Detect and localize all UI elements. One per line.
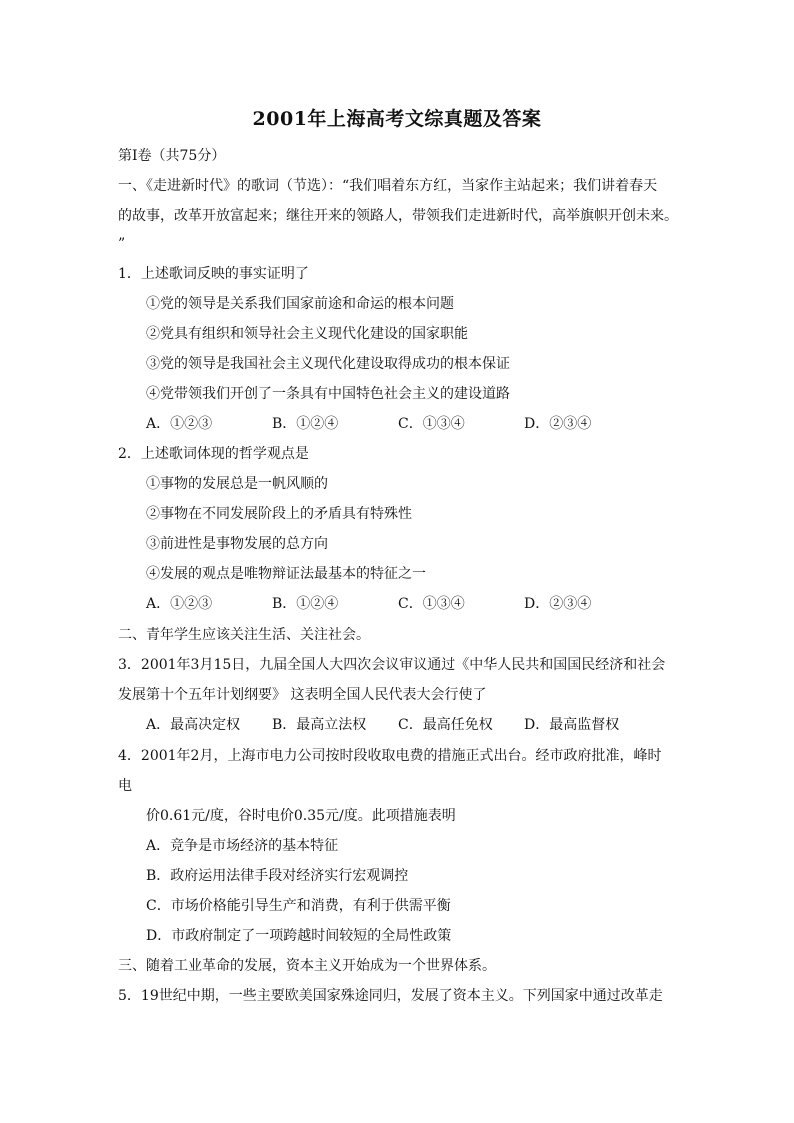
intro-line-3: ”: [118, 236, 126, 252]
q1-item-1: ①党的领导是关系我们国家前途和命运的根本问题: [146, 296, 454, 312]
q2-option-d: D．②③④: [524, 596, 592, 612]
q1-option-c: C．①③④: [398, 416, 465, 432]
q3-line-2: 发展第十个五年计划纲要》 这表明全国人民代表大会行使了: [118, 687, 487, 703]
q2-option-b: B．①②④: [272, 596, 339, 612]
section-header: 第Ⅰ卷（共75分）: [118, 148, 226, 164]
intro-line-2: 的故事，改革开放富起来；继往开来的领路人，带领我们走进新时代，高举旗帜开创未来。: [118, 208, 678, 224]
q3-option-d: D．最高监督权: [524, 717, 620, 733]
q3-option-c: C．最高任免权: [398, 717, 493, 733]
q3-line-1: 3．2001年3月15日，九届全国人大四次会议审议通过《中华人民共和国国民经济和社会: [118, 657, 666, 673]
q5-line-1: 5．19世纪中期，一些主要欧美国家殊途同归，发展了资本主义。下列国家中通过改革走: [118, 988, 663, 1004]
section-3-heading: 三、随着工业革命的发展，资本主义开始成为一个世界体系。: [118, 958, 496, 974]
q1-item-4: ④党带领我们开创了一条具有中国特色社会主义的建设道路: [146, 386, 510, 402]
q1-stem: 1．上述歌词反映的事实证明了: [118, 266, 309, 282]
q2-item-4: ④发展的观点是唯物辩证法最基本的特征之一: [146, 566, 426, 582]
q2-item-1: ①事物的发展总是一帆风顺的: [146, 476, 328, 492]
q2-item-2: ②事物在不同发展阶段上的矛盾具有特殊性: [146, 506, 412, 522]
q2-option-c: C．①③④: [398, 596, 465, 612]
q2-option-a: A．①②③: [146, 596, 213, 612]
q2-stem: 2．上述歌词体现的哲学观点是: [118, 446, 309, 462]
q2-item-3: ③前进性是事物发展的总方向: [146, 536, 328, 552]
q3-option-a: A．最高决定权: [146, 717, 241, 733]
q4-option-d: D．市政府制定了一项跨越时间较短的全局性政策: [146, 928, 452, 944]
intro-line-1: 一、《走进新时代》的歌词（节选）：“我们唱着东方红，当家作主站起来；我们讲着春天: [118, 178, 658, 194]
section-2-heading: 二、青年学生应该关注生活、关注社会。: [118, 627, 370, 643]
q4-line-1: 4．2001年2月，上海市电力公司按时段收取电费的措施正式出台。经市政府批准，峰时: [118, 748, 662, 764]
q1-option-a: A．①②③: [146, 416, 213, 432]
q4-option-b: B．政府运用法律手段对经济实行宏观调控: [146, 868, 409, 884]
q1-option-b: B．①②④: [272, 416, 339, 432]
q1-option-d: D．②③④: [524, 416, 592, 432]
q1-item-3: ③党的领导是我国社会主义现代化建设取得成功的根本保证: [146, 356, 510, 372]
q4-option-a: A．竞争是市场经济的基本特征: [146, 838, 339, 854]
q4-line-2: 电: [118, 778, 132, 794]
page-title: 2001年上海高考文综真题及答案: [252, 108, 542, 130]
q1-item-2: ②党具有组织和领导社会主义现代化建设的国家职能: [146, 326, 468, 342]
q3-option-b: B．最高立法权: [272, 717, 367, 733]
q4-option-c: C．市场价格能引导生产和消费，有利于供需平衡: [146, 898, 451, 914]
q4-line-3: 价0.61元/度，谷时电价0.35元/度。此项措施表明: [146, 808, 456, 824]
